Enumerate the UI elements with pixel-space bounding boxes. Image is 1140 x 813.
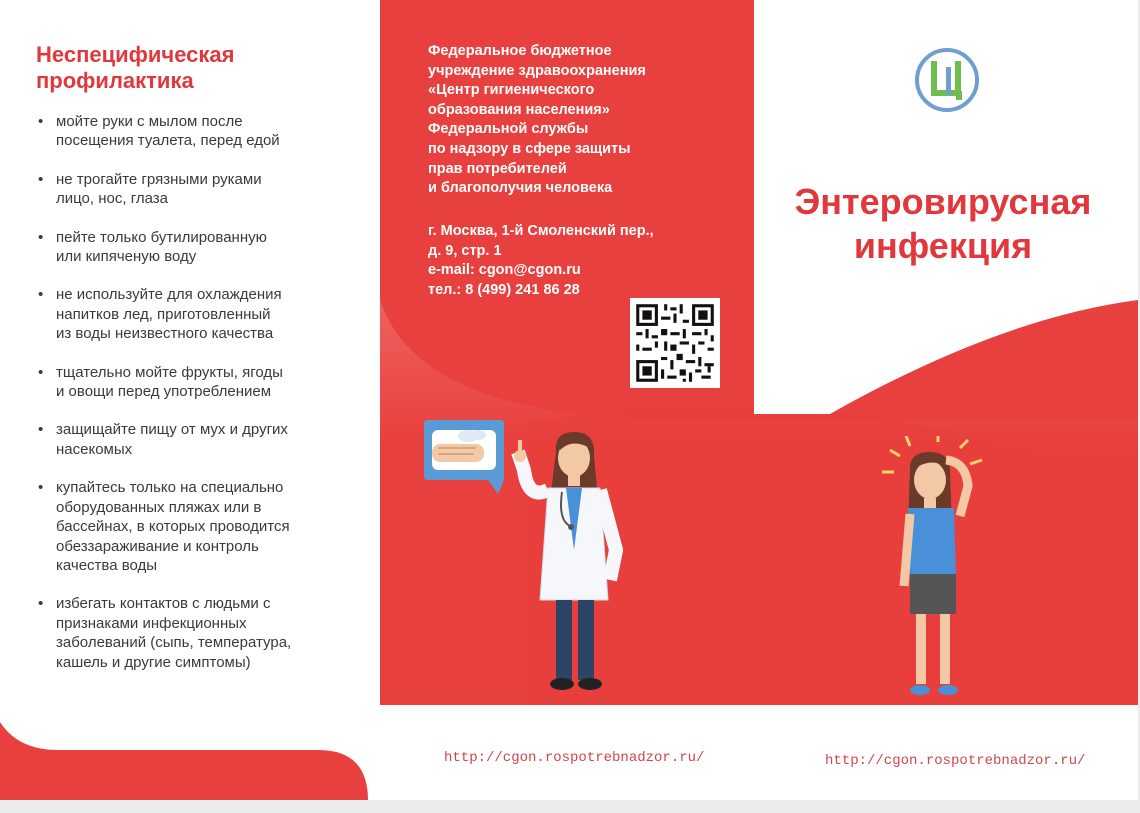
email-text: e-mail: cgon@cgon.ru bbox=[428, 262, 581, 279]
address-line: д. 9, стр. 1 bbox=[428, 242, 502, 259]
tip-line: защищайте пищу от мух и других bbox=[56, 421, 288, 439]
prevention-tip bbox=[36, 478, 356, 575]
prevention-tip bbox=[36, 363, 356, 402]
tip-line: заболеваний (сыпь, температура, bbox=[56, 634, 292, 652]
contact-block bbox=[428, 222, 748, 300]
bullet-icon: • bbox=[38, 228, 44, 246]
organization-line: учреждение здравоохранения bbox=[428, 62, 646, 79]
left-corner-shape bbox=[0, 700, 372, 800]
tip-line: кашель и другие симптомы) bbox=[56, 653, 251, 671]
tip-line: напитков лед, приготовленный bbox=[56, 305, 271, 323]
website-url[interactable]: http://cgon.rospotrebnadzor.ru/ bbox=[444, 750, 705, 766]
main-title-line: инфекция bbox=[853, 225, 1033, 266]
tip-line: из воды неизвестного качества bbox=[56, 325, 274, 343]
tip-line: лицо, нос, глаза bbox=[56, 190, 168, 208]
left-panel-title bbox=[36, 42, 356, 94]
prevention-tip bbox=[36, 170, 356, 209]
qr-code-graphic bbox=[630, 298, 720, 388]
organization-line: образования населения» bbox=[428, 101, 610, 118]
bullet-icon: • bbox=[38, 113, 44, 130]
doctor-illustration bbox=[510, 430, 640, 696]
bullet-icon: • bbox=[38, 479, 44, 497]
left-title-line: Неспецифическая bbox=[36, 42, 235, 67]
organization-line: и благополучия человека bbox=[428, 180, 613, 197]
tip-line: избегать контактов с людьми с bbox=[56, 595, 271, 613]
bullet-icon: • bbox=[38, 421, 44, 439]
prevention-tip bbox=[36, 112, 356, 151]
left-title-line: профилактика bbox=[36, 68, 194, 93]
tip-line: не трогайте грязными руками bbox=[56, 170, 262, 188]
qr-code-icon bbox=[630, 298, 720, 388]
tip-line: или кипяченую воду bbox=[56, 248, 197, 266]
bullet-icon: • bbox=[38, 363, 44, 381]
prevention-tip bbox=[36, 594, 356, 672]
tip-line: посещения туалета, перед едой bbox=[56, 132, 280, 150]
main-title-line: Энтеровирусная bbox=[794, 181, 1092, 222]
prevention-tip bbox=[36, 285, 356, 343]
prevention-tip bbox=[36, 420, 356, 459]
organization-line: по надзору в сфере защиты bbox=[428, 140, 631, 157]
tip-line: бассейнах, в которых проводится bbox=[56, 518, 290, 536]
website-url[interactable]: http://cgon.rospotrebnadzor.ru/ bbox=[825, 753, 1086, 769]
tip-line: оборудованных пляжах или в bbox=[56, 498, 262, 516]
bullet-icon: • bbox=[38, 286, 44, 304]
cgon-logo-icon bbox=[914, 47, 980, 113]
organization-line: «Центр гигиенического bbox=[428, 82, 595, 99]
brochure-main-title bbox=[760, 180, 1126, 268]
organization-line: прав потребителей bbox=[428, 160, 567, 177]
organization-block bbox=[428, 42, 728, 199]
organization-line: Федеральное бюджетное bbox=[428, 43, 612, 59]
tip-line: обеззараживание и контроль bbox=[56, 537, 259, 555]
tip-line: признаками инфекционных bbox=[56, 614, 247, 632]
handwash-icon bbox=[422, 418, 506, 498]
tip-line: пейте только бутилированную bbox=[56, 228, 267, 246]
phone-text: тел.: 8 (499) 241 86 28 bbox=[428, 281, 580, 298]
tip-line: качества воды bbox=[56, 556, 158, 574]
tip-line: насекомых bbox=[56, 440, 133, 458]
organization-line: Федеральной службы bbox=[428, 121, 589, 138]
bullet-icon: • bbox=[38, 595, 44, 613]
sick-girl-illustration bbox=[880, 436, 990, 700]
tip-line: тщательно мойте фрукты, ягоды bbox=[56, 363, 283, 381]
bullet-icon: • bbox=[38, 170, 44, 188]
prevention-tip bbox=[36, 228, 356, 267]
address-line: г. Москва, 1-й Смоленский пер., bbox=[428, 223, 654, 239]
tip-line: не используйте для охлаждения bbox=[56, 286, 282, 304]
tip-line: и овощи перед употреблением bbox=[56, 383, 272, 401]
prevention-tips-list bbox=[36, 112, 356, 691]
tip-line: купайтесь только на специально bbox=[56, 479, 284, 497]
tip-line: мойте руки с мылом после bbox=[56, 113, 243, 130]
